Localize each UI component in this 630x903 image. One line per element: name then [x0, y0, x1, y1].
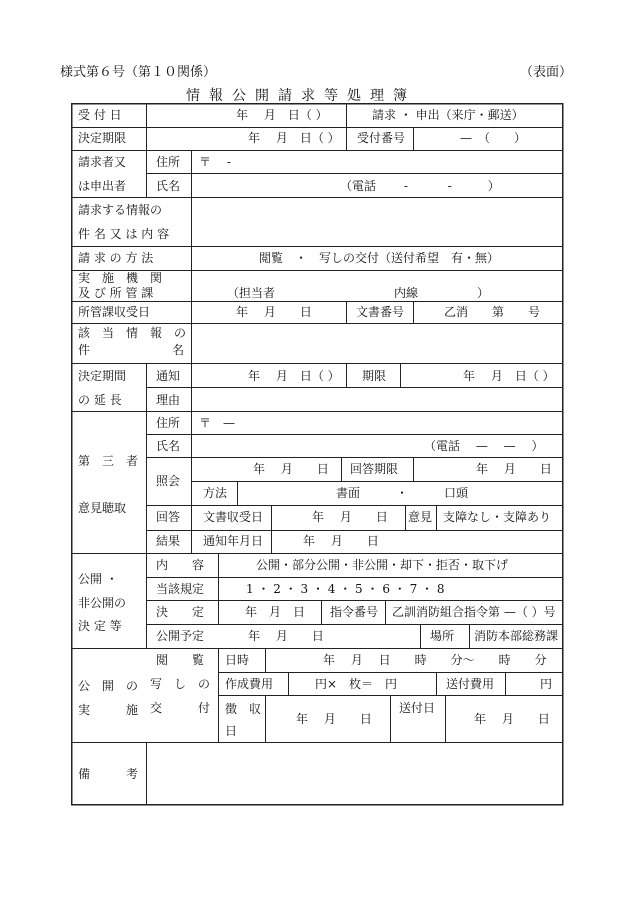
- dept-receipt-label: 所管課収受日: [78, 305, 151, 319]
- method-label: 方法: [203, 486, 228, 500]
- front-side-label: （表面）: [520, 65, 573, 80]
- agency-label-2: 及 び 所 管 課: [78, 286, 154, 300]
- extension-reason-label: 理由: [156, 393, 181, 407]
- applicable-info-label-3: 名: [172, 343, 185, 357]
- collection-date-value: 年 月 日: [296, 712, 372, 726]
- agency-close-paren: ）: [477, 286, 490, 300]
- third-party-label-2: 意見聴取: [78, 501, 127, 515]
- shipping-cost-label: 送付費用: [446, 677, 495, 691]
- doc-number-value: 乙消 第 号: [444, 305, 541, 319]
- decision-deadline-label: 決定期限: [78, 131, 127, 145]
- extension-label-2: の 延 長: [78, 393, 122, 407]
- decision-deadline-value: 年 月 日（ ）: [248, 131, 340, 145]
- applicable-rule-value: 1 ・ 2 ・ 3 ・ 4 ・ 5 ・ 6 ・ 7 ・ 8: [246, 582, 445, 596]
- info-subject-label-2: 件 名 又 は 内 容: [78, 227, 170, 241]
- collection-date-label-1: 徴 収: [225, 702, 262, 716]
- request-method-label: 請 求 の 方 法: [78, 251, 154, 265]
- copy-delivery-label-1: 写 し の: [150, 677, 211, 691]
- third-party-postal: 〒 —: [199, 416, 236, 430]
- request-method-value: 閲覧 ・ 写しの交付（送付希望 有・無）: [259, 251, 500, 265]
- decision-label: 決 定: [156, 605, 205, 619]
- notice-date-label: 通知年月日: [203, 534, 264, 548]
- page-title: 情報公開請求等処理簿: [186, 88, 416, 104]
- extension-notice-date: 年 月 日（ ）: [248, 369, 340, 383]
- extension-label-1: 決定期間: [78, 369, 127, 383]
- dept-receipt-date: 年 月 日: [236, 305, 312, 319]
- requester-postal: 〒 -: [199, 155, 231, 169]
- content-label: 内 容: [156, 558, 205, 572]
- disclosure-execution-label-2: 実 施: [78, 703, 139, 717]
- content-value: 公開・部分公開・非公開・却下・拒否・取下げ: [256, 558, 509, 572]
- place-label: 場所: [430, 629, 455, 643]
- requester-address-label: 住所: [156, 155, 181, 169]
- remarks-label: 備 考: [78, 767, 139, 781]
- inquiry-date: 年 月 日: [253, 462, 329, 476]
- applicable-info-label-1: 該 当 情 報 の: [78, 326, 187, 340]
- request-type: 請求 ・ 申出（来庁・郵送）: [372, 108, 524, 122]
- directive-number-label: 指令番号: [330, 605, 379, 619]
- requester-name-label: 氏名: [156, 179, 181, 193]
- planned-disclosure-label: 公開予定: [156, 629, 205, 643]
- extension-deadline-label: 期限: [362, 369, 387, 383]
- agency-extension: 内線: [394, 286, 419, 300]
- reply-label: 回答: [156, 510, 181, 524]
- place-value: 消防本部総務課: [474, 629, 559, 643]
- shipping-cost-value: 円: [540, 677, 553, 691]
- receipt-date-value: 年 月 日（ ）: [236, 108, 328, 122]
- receipt-date-label: 受 付 日: [78, 108, 122, 122]
- collection-date-label-2: 日: [225, 724, 238, 738]
- directive-number-value: 乙訓消防組合指令第 —（ ）号: [392, 605, 556, 619]
- third-party-phone: （電話 — — ）: [424, 439, 544, 453]
- disclosure-decision-label-2: 非公開の: [78, 596, 127, 610]
- agency-label-1: 実 施 機 関: [78, 271, 163, 285]
- production-cost-value: 円× 枚＝ 円: [315, 677, 398, 691]
- requester-phone: （電話 - - ）: [340, 179, 500, 193]
- third-party-address-label: 住所: [156, 416, 181, 430]
- requester-label-2: は申出者: [78, 179, 127, 193]
- extension-notice-label: 通知: [156, 369, 181, 383]
- disclosure-decision-label-1: 公開 ・: [78, 572, 118, 586]
- result-label: 結果: [156, 534, 181, 548]
- disclosure-decision-label-3: 決 定 等: [78, 619, 122, 633]
- receipt-number-value: — （ ）: [460, 131, 527, 145]
- opinion-label: 意見: [408, 510, 433, 524]
- send-date-value: 年 月 日: [474, 712, 550, 726]
- viewing-datetime-label: 日時: [225, 653, 250, 667]
- decision-date: 年 月 日: [245, 605, 306, 619]
- opinion-value: 支障なし・支障あり: [443, 510, 552, 524]
- info-subject-label-1: 請求する情報の: [78, 203, 163, 217]
- doc-receipt-date: 年 月 日: [312, 510, 388, 524]
- production-cost-label: 作成費用: [225, 677, 274, 691]
- viewing-datetime-value: 年 月 日 時 分～ 時 分: [323, 653, 547, 667]
- method-value: 書面 ・ 口頭: [336, 486, 469, 500]
- third-party-name-label: 氏名: [156, 439, 181, 453]
- agency-person-in-charge: （担当者: [227, 286, 276, 300]
- reply-deadline-label: 回答期限: [350, 462, 399, 476]
- requester-label-1: 請求者又: [78, 155, 127, 169]
- receipt-number-label: 受付番号: [357, 131, 406, 145]
- copy-delivery-label-2: 交 付: [150, 701, 211, 715]
- doc-receipt-date-label: 文書収受日: [203, 510, 264, 524]
- third-party-label-1: 第 三 者: [78, 454, 139, 468]
- send-date-label: 送付日: [399, 701, 436, 715]
- extension-deadline-date: 年 月 日（ ）: [463, 369, 555, 383]
- inquiry-label: 照会: [156, 474, 181, 488]
- applicable-info-label-2: 件: [78, 343, 91, 357]
- reply-deadline-date: 年 月 日: [476, 462, 552, 476]
- applicable-rule-label: 当該規定: [156, 582, 205, 596]
- planned-disclosure-date: 年 月 日: [248, 629, 324, 643]
- notice-date-value: 年 月 日: [303, 534, 379, 548]
- disclosure-execution-label-1: 公 開 の: [78, 679, 139, 693]
- doc-number-label: 文書番号: [356, 305, 405, 319]
- form-number: 様式第６号（第１０関係）: [60, 65, 217, 80]
- viewing-label: 閲 覧: [156, 653, 205, 667]
